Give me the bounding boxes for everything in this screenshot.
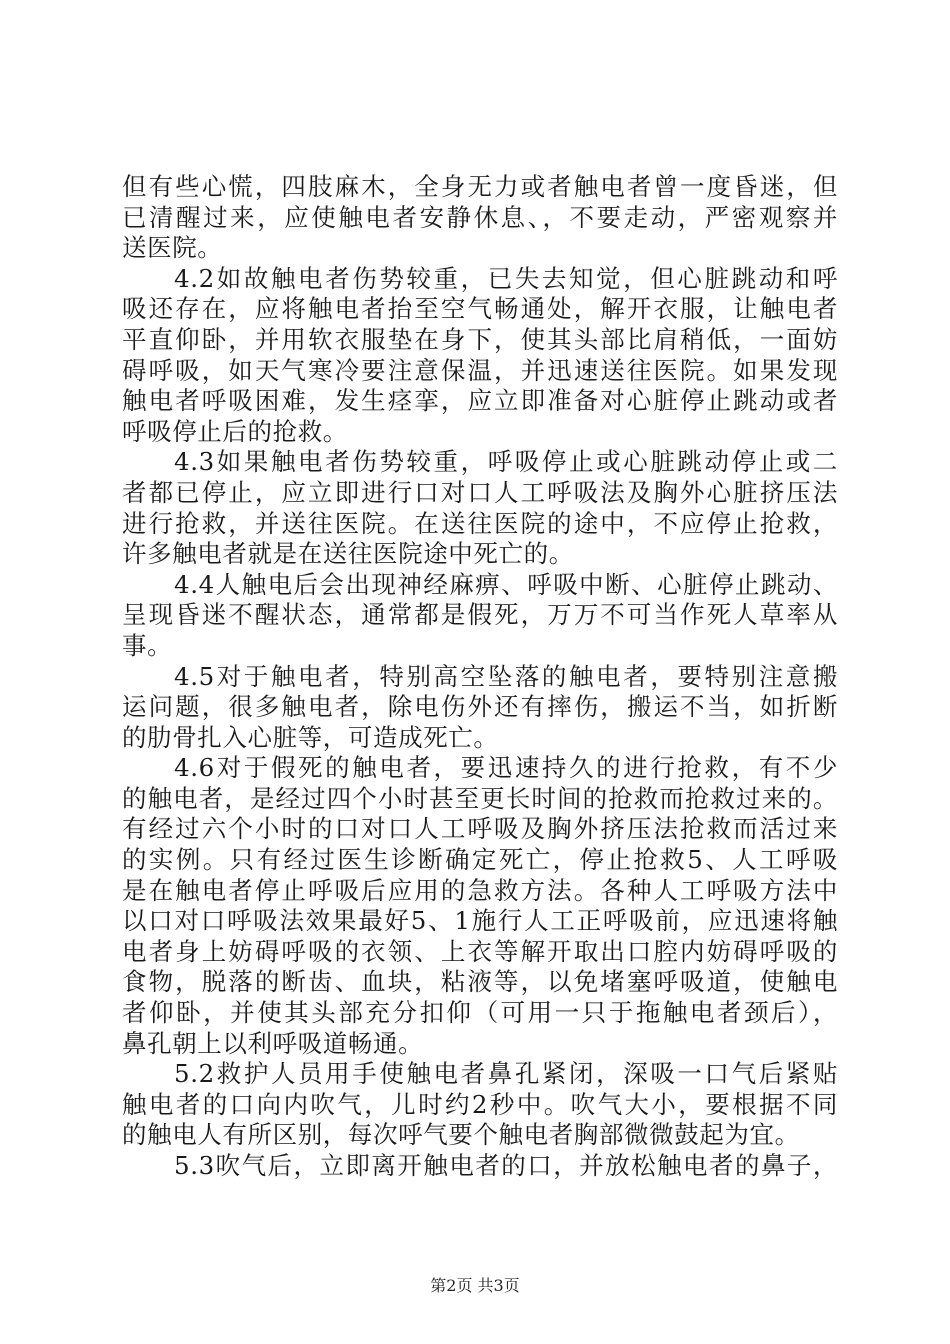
text-line: 的肋骨扎入心脏等，可造成死亡。 (122, 722, 499, 752)
text-line: 4.2如故触电者伤势较重，已失去知觉，但心脏跳动和呼 (174, 263, 838, 293)
text-line: 触电者呼吸困难，发生痉挛，应立即准备对心脏停止跳动或者 (122, 386, 838, 416)
text-line: 运问题，很多触电者，除电伤外还有摔伤，搬运不当，如折断 (122, 692, 838, 722)
text-line: 者仰卧，并使其头部充分扣仰（可用一只于拖触电者颈后）， (122, 998, 838, 1028)
text-line: 者都已停止，应立即进行口对口人工呼吸法及胸外心脏挤压法 (122, 477, 838, 507)
text-line: 呈现昏迷不醒状态，通常都是假死，万万不可当作死人草率从 (122, 600, 838, 630)
text-line: 电者身上妨碍呼吸的衣领、上衣等解开取出口腔内妨碍呼吸的 (122, 936, 838, 966)
text-line: 的实例。只有经过医生诊断确定死亡，停止抢救5、人工呼吸 (122, 845, 838, 875)
text-line: 鼻孔朝上以利呼吸道畅通。 (122, 1028, 424, 1058)
page-number-footer: 第2页 共3页 (430, 1276, 520, 1295)
text-line: 是在触电者停止呼吸后应用的急救方法。各种人工呼吸方法中 (122, 875, 838, 905)
text-line: 4.5对于触电者，特别高空坠落的触电者，要特别注意搬 (174, 661, 838, 691)
text-line: 4.6对于假死的触电者，要迅速持久的进行抢救，有不少 (174, 753, 838, 783)
document-body (122, 172, 838, 1182)
text-line: 触电者的口向内吹气，儿时约2秒中。吹气大小，要根据不同 (122, 1089, 838, 1119)
text-line: 5.2救护人员用手使触电者鼻孔紧闭，深吸一口气后紧贴 (174, 1059, 838, 1089)
text-line: 4.4人触电后会出现神经麻痹、呼吸中断、心脏停止跳动、 (174, 569, 838, 599)
text-line: 5.3吹气后，立即离开触电者的口，并放松触电者的鼻子， (174, 1151, 838, 1180)
text-line: 以口对口呼吸法效果最好5、1施行人工正呼吸前，应迅速将触 (122, 906, 838, 936)
text-line: 呼吸停止后的抢救。 (122, 416, 348, 446)
text-line: 碍呼吸，如天气寒冷要注意保温，并迅速送往医院。如果发现 (122, 355, 838, 385)
text-line: 食物，脱落的断齿、血块，粘液等，以免堵塞呼吸道，使触电 (122, 967, 838, 997)
text-line: 送医院。 (122, 233, 223, 263)
text-line: 许多触电者就是在送往医院途中死亡的。 (122, 539, 574, 569)
text-line: 平直仰卧，并用软衣服垫在身下，使其头部比肩稍低，一面妨 (122, 324, 838, 354)
text-line: 的触电者，是经过四个小时甚至更长时间的抢救而抢救过来的。 (122, 783, 838, 813)
text-line: 进行抢救，并送往医院。在送往医院的途中，不应停止抢救， (122, 508, 838, 538)
text-line: 已清醒过来，应使触电者安静休息、，不要走动，严密观察并 (122, 202, 838, 232)
text-line: 4.3如果触电者伤势较重，呼吸停止或心脏跳动停止或二 (174, 447, 838, 477)
text-line: 有经过六个小时的口对口人工呼吸及胸外挤压法抢救而活过来 (122, 814, 838, 844)
text-line: 的触电人有所区别，每次呼气要个触电者胸部微微鼓起为宜。 (122, 1120, 800, 1150)
text-line: 事。 (122, 630, 173, 660)
text-line: 但有些心慌，四肢麻木，全身无力或者触电者曾一度昏迷，但 (122, 172, 838, 201)
text-line: 吸还存在，应将触电者抬至空气畅通处，解开衣服，让触电者 (122, 294, 838, 324)
